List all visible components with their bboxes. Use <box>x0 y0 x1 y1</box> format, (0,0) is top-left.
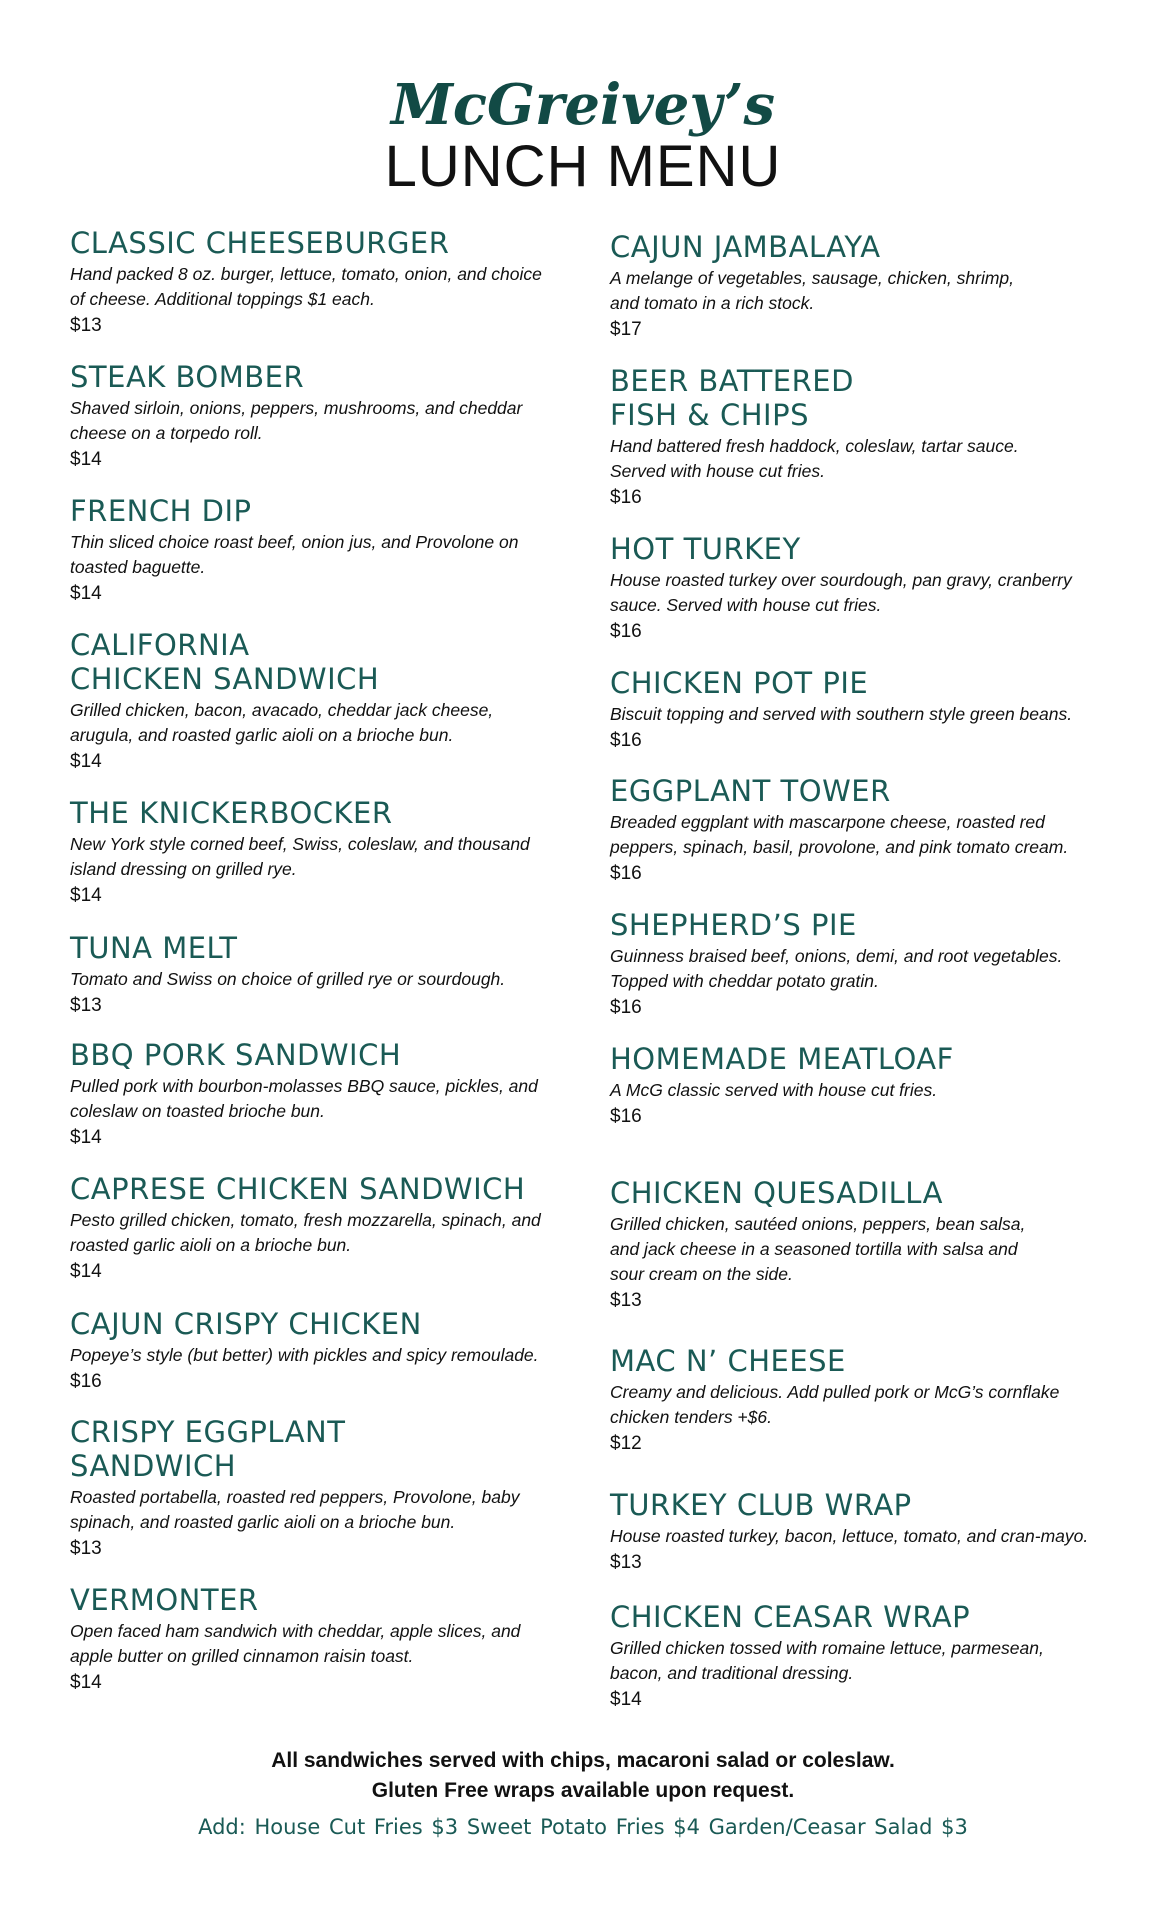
menu-item <box>610 1042 1166 1129</box>
menu-item-price: $14 <box>70 885 102 906</box>
menu-item-description: Breaded eggplant with mascarpone cheese, roasted red peppers, spinach, basil, provolone, and pink tomato cream. <box>610 812 1069 857</box>
menu-item-price: $16 <box>610 997 642 1018</box>
menu-item-price: $14 <box>70 583 102 604</box>
menu-item <box>70 1583 630 1695</box>
menu-item-description: Grilled chicken, sautéed onions, peppers, bean salsa, and jack cheese in a seasoned tortilla with salsa and sour cream on the side. <box>610 1214 1026 1284</box>
menu-item-name: HOT TURKEY <box>610 532 801 566</box>
menu-item <box>70 931 630 1018</box>
menu-item-price: $14 <box>70 1672 102 1693</box>
menu-item-name: TUNA MELT <box>70 931 238 965</box>
menu-item-name: FRENCH DIP <box>70 494 252 528</box>
menu-item-description: House roasted turkey, bacon, lettuce, tomato, and cran-mayo. <box>610 1526 1089 1546</box>
menu-item <box>70 1172 630 1284</box>
menu-item-description: Shaved sirloin, onions, peppers, mushrooms, and cheddar cheese on a torpedo roll. <box>70 398 523 443</box>
restaurant-name: McGreivey’s <box>390 72 776 138</box>
menu-item-description: Tomato and Swiss on choice of grilled rye or sourdough. <box>70 969 506 989</box>
menu-item-name: CAJUN JAMBALAYA <box>610 230 881 264</box>
menu-item-name: BEER BATTERED FISH & CHIPS <box>610 364 854 432</box>
menu-item <box>70 1307 630 1394</box>
menu-item-name: THE KNICKERBOCKER <box>70 796 393 830</box>
menu-item-price: $13 <box>610 1290 642 1311</box>
menu-footer <box>0 1746 1166 1844</box>
menu-header <box>0 74 1166 198</box>
menu-item-description: A McG classic served with house cut fries. <box>610 1080 938 1100</box>
menu-item-name: EGGPLANT TOWER <box>610 774 891 808</box>
menu-item-name: CHICKEN POT PIE <box>610 666 869 700</box>
menu-item-name: CLASSIC CHEESEBURGER <box>70 226 450 260</box>
menu-item-price: $16 <box>610 730 642 751</box>
menu-item-price: $14 <box>70 1261 102 1282</box>
menu-item <box>70 1415 630 1561</box>
menu-item-price: $16 <box>610 487 642 508</box>
menu-item <box>610 774 1166 886</box>
menu-item-description: Hand packed 8 oz. burger, lettuce, tomato, onion, and choice of cheese. Additional toppings $1 each. <box>70 264 542 309</box>
menu-item-description: Hand battered fresh haddock, coleslaw, tartar sauce. Served with house cut fries. <box>610 436 1019 481</box>
menu-item-price: $14 <box>70 449 102 470</box>
menu-item <box>610 1600 1166 1712</box>
menu-item-description: A melange of vegetables, sausage, chicken, shrimp, and tomato in a rich stock. <box>610 268 1015 313</box>
menu-item <box>610 666 1166 753</box>
menu-item <box>70 796 630 908</box>
menu-item-price: $16 <box>70 1371 102 1392</box>
menu-item-name: SHEPHERD’S PIE <box>610 908 857 942</box>
menu-item-price: $16 <box>610 863 642 884</box>
menu-item-name: BBQ PORK SANDWICH <box>70 1038 402 1072</box>
menu-item-name: CHICKEN QUESADILLA <box>610 1176 943 1210</box>
menu-item-price: $14 <box>70 751 102 772</box>
menu-item-name: CRISPY EGGPLANT SANDWICH <box>70 1415 346 1483</box>
menu-item <box>70 1038 630 1150</box>
menu-item-name: STEAK BOMBER <box>70 360 305 394</box>
menu-item <box>70 628 630 774</box>
menu-item <box>70 360 630 472</box>
menu-item <box>610 532 1166 644</box>
menu-item <box>610 1344 1166 1456</box>
menu-item <box>70 494 630 606</box>
menu-item-description: Roasted portabella, roasted red peppers, Provolone, baby spinach, and roasted garlic aioli on a brioche bun. <box>70 1487 520 1532</box>
menu-item-price: $13 <box>610 1552 642 1573</box>
menu-item <box>610 364 1166 510</box>
menu-item-price: $14 <box>70 1127 102 1148</box>
menu-item-price: $16 <box>610 1106 642 1127</box>
add-ons-line: Add: House Cut Fries $3 Sweet Potato Fries $4 Garden/Ceasar Salad $3 <box>198 1815 968 1839</box>
gluten-free-note: Gluten Free wraps available upon request. <box>371 1779 795 1802</box>
menu-item <box>610 908 1166 1020</box>
menu-item-description: Biscuit topping and served with southern style green beans. <box>610 704 1073 724</box>
menu-item-price: $16 <box>610 621 642 642</box>
menu-item-description: Guinness braised beef, onions, demi, and root vegetables. Topped with cheddar potato gratin. <box>610 946 1063 991</box>
menu-item-price: $13 <box>70 1538 102 1559</box>
menu-item-name: CALIFORNIA CHICKEN SANDWICH <box>70 628 380 696</box>
menu-item <box>610 1176 1166 1313</box>
menu-item-name: CHICKEN CEASAR WRAP <box>610 1600 971 1634</box>
menu-item-price: $14 <box>610 1689 642 1710</box>
menu-item-description: Popeye’s style (but better) with pickles and spicy remoulade. <box>70 1345 539 1365</box>
menu-item-description: House roasted turkey over sourdough, pan gravy, cranberry sauce. Served with house cut fries. <box>610 570 1072 615</box>
menu-item-description: Grilled chicken tossed with romaine lettuce, parmesean, bacon, and traditional dressing. <box>610 1638 1044 1683</box>
menu-item <box>610 230 1166 342</box>
menu-item-name: TURKEY CLUB WRAP <box>610 1488 912 1522</box>
menu-item-price: $17 <box>610 319 642 340</box>
menu-item-description: Pesto grilled chicken, tomato, fresh mozzarella, spinach, and roasted garlic aioli on a brioche bun. <box>70 1210 541 1255</box>
menu-item-name: CAPRESE CHICKEN SANDWICH <box>70 1172 526 1206</box>
menu-item <box>610 1488 1166 1575</box>
menu-item-name: CAJUN CRISPY CHICKEN <box>70 1307 422 1341</box>
menu-title: LUNCH MENU <box>384 134 782 199</box>
menu-item-description: Thin sliced choice roast beef, onion jus, and Provolone on toasted baguette. <box>70 532 519 577</box>
menu-item-name: HOMEMADE MEATLOAF <box>610 1042 954 1076</box>
menu-item-name: MAC N’ CHEESE <box>610 1344 846 1378</box>
menu-item-price: $12 <box>610 1433 642 1454</box>
menu-item-price: $13 <box>70 995 102 1016</box>
sides-note: All sandwiches served with chips, macaroni salad or coleslaw. <box>271 1749 895 1772</box>
menu-item-description: Pulled pork with bourbon-molasses BBQ sauce, pickles, and coleslaw on toasted brioche bun. <box>70 1076 538 1121</box>
menu-item-description: New York style corned beef, Swiss, coleslaw, and thousand island dressing on grilled rye. <box>70 834 530 879</box>
menu-item-description: Grilled chicken, bacon, avacado, cheddar jack cheese, arugula, and roasted garlic aioli on a brioche bun. <box>70 700 494 745</box>
menu-item-name: VERMONTER <box>70 1583 259 1617</box>
menu-item-description: Creamy and delicious. Add pulled pork or McG’s cornflake chicken tenders +$6. <box>610 1382 1060 1427</box>
menu-item-price: $13 <box>70 315 102 336</box>
menu-item <box>70 226 630 338</box>
menu-item-description: Open faced ham sandwich with cheddar, apple slices, and apple butter on grilled cinnamon raisin toast. <box>70 1621 521 1666</box>
